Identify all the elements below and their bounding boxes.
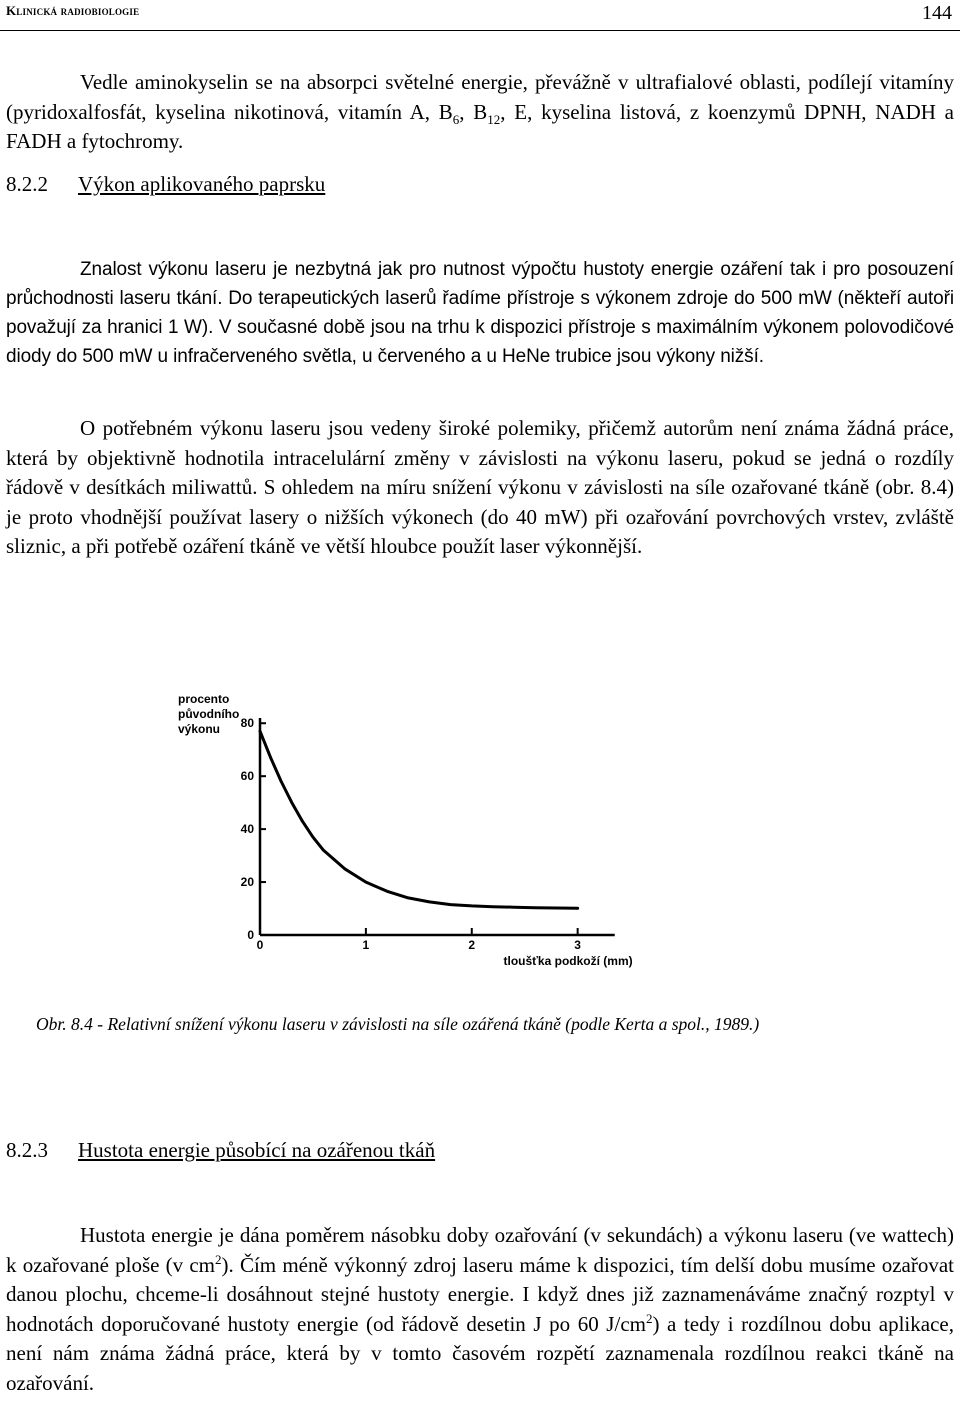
intro-paragraph: Vedle aminokyselin se na absorpci světelné energie, převážně v ultrafialové oblasti, podílejí vitamíny (pyridoxalfosfát, kyselina nikotinová, vitamín A, $B_6$, $B_{12}$, E, kyselina listová, z koenzymů DPNH, NADH a FADH a fytochromy.: [6, 70, 955, 153]
y-tick-label: 20: [240, 875, 254, 890]
y-tick-label: 40: [240, 822, 254, 837]
series-line-0: [260, 731, 578, 908]
x-tick-label: 2: [468, 938, 476, 952]
x-tick-label: 0: [256, 938, 264, 952]
y-axis-label-line: původního: [178, 707, 240, 721]
paragraph-polemics: O potřebném výkonu laseru jsou vedeny široké polemiky, přičemž autorům není známa žádná práce, která by objektivně hodnotila intracelulární změny v závislosti na výkonu laseru, pokud se jedná o rozdíly řádově v desítkách miliwattů. S ohledem na míru snížení výkonu v závislosti na síle ozařované tkáně (obr. 8.4) je proto vhodnější používat lasery o nižších výkonech (do 40 mW) při ozařování povrchových vrstev, zvláště sliznic, a při potřebě ozáření tkáně ve větší hloubce použít laser výkonnější.: [6, 416, 954, 558]
section-title: Hustota energie působící na ozářenou tkáň: [78, 1138, 436, 1162]
subscript-6: 6: [452, 111, 460, 127]
running-title: Klinická radiobiologie: [6, 3, 140, 18]
superscript-2: 2: [215, 1251, 222, 1267]
x-tick-label: 1: [362, 938, 370, 952]
section-number: 8.2.2: [6, 172, 48, 196]
x-tick-label: 3: [574, 938, 581, 952]
section-heading-8-2-3: [6, 1138, 435, 1163]
page-number: 144: [922, 2, 952, 24]
y-tick-label: 60: [240, 769, 254, 784]
paragraph-power: Znalost výkonu laseru je nezbytná jak pro nutnost výpočtu hustoty energie ozáření tak i pro posouzení průchodnosti laseru tkání. Do terapeutických laserů řadíme přístroje s výkonem zdroje do 500 mW (někteří autoři považují za hranici 1 W). V současné době jsou na trhu k dispozici přístroje s maximálním výkonem polovodičové diody do 500 mW u infračerveného světla, u červeného a u HeNe trubice jsou výkony nižší.: [6, 259, 954, 367]
figure-caption: Obr. 8.4 - Relativní snížení výkonu laseru v závislosti na síle ozářená tkáně (podle Kerta a spol., 1989.): [36, 1014, 760, 1034]
superscript-2: 2: [645, 1310, 653, 1326]
y-tick-label: 80: [240, 716, 254, 731]
section-number: 8.2.3: [6, 1138, 48, 1162]
x-axis-label: tloušťka podkoží (mm): [503, 954, 633, 968]
power-attenuation-chart: [160, 685, 640, 975]
section-title: Výkon aplikovaného paprsku: [78, 172, 326, 196]
subscript-12: 12: [487, 111, 501, 127]
y-tick-label: 0: [247, 928, 254, 942]
y-axis-label-line: procento: [178, 692, 230, 706]
y-axis-label-line: výkonu: [178, 722, 221, 736]
page-header: [0, 0, 960, 31]
section-heading-8-2-2: [6, 172, 325, 197]
paragraph-density: Hustota energie je dána poměrem násobku doby ozařování (v sekundách) a výkonu laseru (ve wattech) k ozařované ploše (v $cm^2$). Čím méně výkonný zdroj laseru máme k dispozici, tím delší dobu musíme ozařovat danou plochu, chceme-li dosáhnout stejné hustoty energie. I když dnes již zaznamenáváme značný rozptyl v hodnotách doporučované hustoty energie (od řádově desetin J po 60 $J/cm^2$) a tedy i rozdílnou dobu aplikace, není nám známa žádná práce, která by v tomto časovém rozpětí zaznamenala rozdílnou reakci tkáně na ozařování.: [6, 1223, 954, 1395]
